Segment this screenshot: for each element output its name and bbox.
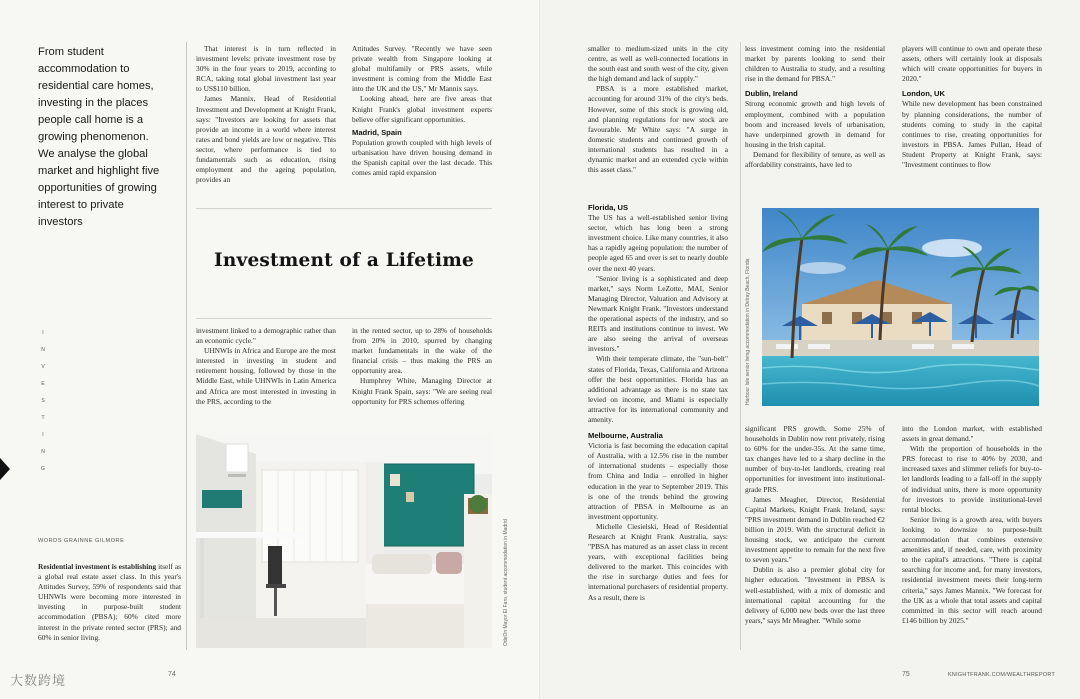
column-2-top: [745, 44, 885, 170]
intro-standfirst: From student accommodation to residential care homes, investing in the places people call home is a growing phenomenon. We analyse the global market and highlight five opportunities of growing interest to private investors: [38, 46, 160, 228]
paragraph: Dublin is also a premier global city for higher education. "Investment in PBSA is well-established, with a mix of domestic and international capital accounting for the delivery of 6,000 new beds over the last three years," says Mr Meagher. "While some: [745, 565, 885, 625]
divider: [196, 208, 492, 209]
divider: [196, 318, 492, 319]
section-marker-triangle: [0, 458, 10, 480]
paragraph: That interest is in turn reflected in investment levels: private investment rose by 30% in the four years to 2019, according to RCA, taking total global investment last year to US$110 billion.: [196, 44, 336, 94]
paragraph: With the proportion of households in the PRS forecast to rise to 40% by 2030, and increased taxes and slimmer reliefs for buy-to-let landlords leading to a fall-off in the supply of individual units, there is more opportunity for investors to provide institutional-level rental blocks.: [902, 444, 1042, 514]
vertical-letter: I: [42, 330, 44, 336]
pool-resort-photo: [762, 208, 1039, 406]
vertical-letter: V: [41, 364, 45, 370]
paragraph: UHNWIs in Africa and Europe are the most interested in investing in student and retirement housing, followed by those in the Middle East, while UHNWIs in Latin America and Africa are most interested in investing in the PRS, according to the: [196, 346, 336, 406]
paragraph: The US has a well-established senior living sector, which has long been a strong investment choice. Like many countries, it also has a rapidly ageing population: the number of people aged 65 and over is set to nearly double over the next 40 years.: [588, 213, 728, 273]
vertical-letter: N: [41, 347, 45, 353]
paragraph: James Meagher, Director, Residential Capital Markets, Knight Frank Ireland, says: "PRS investment demand in Dublin reached €2 billion in 2019. With the structural deficit in housing stock, we anticipate the current investment appetite to remain for the next five to seven years.": [745, 494, 885, 565]
byline: WORDS GRAINNE GILMORE: [38, 538, 125, 544]
vertical-section-label: [40, 330, 46, 483]
paragraph: smaller to medium-sized units in the city centre, as well as well-connected locations in the south east and south west of the city, given the high demand and lack of supply.": [588, 44, 728, 84]
vertical-letter: N: [41, 449, 45, 455]
paragraph: James Mannix, Head of Residential Investment and Development at Knight Frank, says: "Investors are looking for assets that provide an income in a world where interest rates and bond yields are low or negative. This sector, where performance is tied to fundamentals such as education, rising employment and the ageing population, provides an: [196, 94, 336, 185]
vertical-letter: I: [42, 432, 44, 438]
paragraph: less investment coming into the residential market by parents looking to send their children to Australia to study, and a resulting rise in the demand for PBSA.": [745, 44, 885, 84]
column-3-top: [352, 44, 492, 178]
paragraph: in the rented sector, up to 28% of households from 20% in 2010, spurred by changing market fundamentals in the wake of the financial crisis – thus making the PRS an opportunity area.: [352, 326, 492, 376]
column-2-top: [196, 44, 336, 185]
paragraph: Senior living is a growth area, with buyers looking to downsize to purpose-built accommodation that combines extensive amenities and, if needed, care, with proximity to the capital's attractions. "There is capital searching for income and, for many investors, residential investment meets their long-term criteria," says James Mannix. "We forecast for the UK as a whole that total assets and capital committed in this sector will reach around £146 billion by 2025.": [902, 514, 1042, 625]
website-footer: KNIGHTFRANK.COM/WEALTHREPORT: [948, 672, 1056, 678]
page-number: 75: [902, 671, 910, 678]
vertical-letter: T: [41, 415, 45, 421]
paragraph: With their temperate climate, the "sun-belt" states of Florida, Texas, California and Arizona offer the best opportunities. Florida has an additional advantage as there is no state tax levied on income, and Miami is especially attractive for its international community and amenity.: [588, 354, 728, 424]
paragraph: Looking ahead, here are five areas that Knight Frank's global investment experts believe offer significant opportunities.: [352, 94, 492, 124]
column-3-mid: [352, 326, 492, 407]
column-2-mid: [196, 326, 336, 407]
vertical-letter: S: [41, 398, 45, 404]
vertical-letter: E: [41, 381, 45, 387]
column-3-top: [902, 44, 1042, 170]
paragraph: Humphrey White, Managing Director at Knight Frank Spain, says: "We are seeing real opportunity for PRS schemes offering: [352, 376, 492, 406]
subheading-madrid: Madrid, Spain: [352, 127, 402, 137]
paragraph: "Senior living is a sophisticated and deep market," says Norm LeZotte, MAI, Senior Managing Director, Valuation and Advisory at Newmark Knight Frank. "Investors understand the operational aspects of the industry, and so REITs and institutions continue to invest. We are also seeing the arrival of overseas investors.": [588, 273, 728, 354]
subheading-london: London, UK: [902, 89, 946, 99]
page-number: 74: [168, 671, 176, 678]
photo-caption: OdeOn Mayor El Faro, student accommodation in Madrid: [503, 519, 509, 646]
lead-paragraph: [38, 562, 181, 643]
lead-rest: itself as a global real estate asset class. In this year's Attitudes Survey, 59% of respondents said that UHNWIs were becoming more interested in investing in purpose-built student accommodation (PBSA); 60% cited more interest in the private rented sector (PRS); and 60% in senior living.: [38, 562, 181, 642]
paragraph: significant PRS growth. Some 25% of households in Dublin now rent privately, rising to 60% for the under-35s. At the same time, tax changes have led to a sharp decline in the number of buy-to-let landlords, creating real opportunities for investment into institutional-grade PRS.: [745, 424, 885, 494]
student-room-photo: [196, 434, 492, 648]
paragraph: investment linked to a demographic rather than an economic cycle.": [196, 326, 336, 346]
paragraph: Victoria is fast becoming the education capital of Australia, with a 12.5% rise in the number of international students – especially those from China and India – enrolled in higher education in the year to September 2019. This is one of the trends behind the growing attraction of PBSA in Melbourne as an investment opportunity.: [588, 441, 728, 521]
column-rule: [740, 42, 741, 650]
paragraph: Michelle Ciesielski, Head of Residential Research at Knight Frank Australia, says: "PBSA has matured as an asset class in recent years, with exceptional facilities being delivered to the market. This coincides with the rise in surcharge duties and fees for international purchasers of residential property. As a result, there is: [588, 521, 728, 602]
subheading-florida: Florida, US: [588, 203, 629, 212]
paragraph: Demand for flexibility of tenure, as well as affordability constraints, have led to: [745, 149, 885, 170]
vertical-letter: G: [41, 466, 45, 472]
paragraph: Attitudes Survey. "Recently we have seen private wealth from Singapore looking at global multifamily or PRS assets, while investment is coming from the Middle East into the UK and the US," Mr Mannix says.: [352, 44, 492, 94]
lead-bold: Residential investment is establishing: [38, 562, 157, 571]
paragraph: Population growth coupled with high levels of urbanisation have driven housing demand in the Spanish capital over the last decade. This comes amid rapid expansion: [352, 137, 492, 178]
paragraph: into the London market, with established assets in great demand.": [902, 424, 1042, 444]
column-rule: [186, 42, 187, 650]
watermark-logo: 大数跨境: [10, 673, 67, 688]
paragraph: Strong economic growth and high levels of employment, combined with a population boom and increased levels of urbanisation, have underpinned growth in demand for housing in the Irish capital.: [745, 99, 885, 149]
right-page: [540, 0, 1080, 699]
column-1-florida: [588, 200, 728, 603]
subheading-melbourne: Melbourne, Australia: [588, 431, 663, 441]
column-1-top: [588, 44, 728, 175]
article-headline: Investment of a Lifetime: [213, 250, 474, 271]
paragraph: While new development has been constrained by planning considerations, the number of students coming to study in the capital continues to rise, creating opportunities for investors in PBSA. James Pullan, Head of Student Property at Knight Frank, says: "Investment continues to flow: [902, 99, 1042, 170]
paragraph: PBSA is a more established market, accounting for around 31% of the city's beds. However, some of this stock is growing old, and planning regulations for new stock are favourable. Mr White says: "A surge in domestic students and continued growth of international students has resulted in a dynamic market and an extended cycle within this asset class.": [588, 84, 728, 175]
column-2-bottom: [745, 424, 885, 626]
subheading-dublin: Dublin, Ireland: [745, 89, 798, 99]
photo-caption: Harbour Isle senior living accommodation in Delray Beach, Florida: [745, 258, 751, 405]
paragraph: players will continue to own and operate these assets, others will certainly look at disposals which will create opportunities for buyers in 2020.": [902, 44, 1042, 84]
column-3-bottom: [902, 424, 1042, 626]
